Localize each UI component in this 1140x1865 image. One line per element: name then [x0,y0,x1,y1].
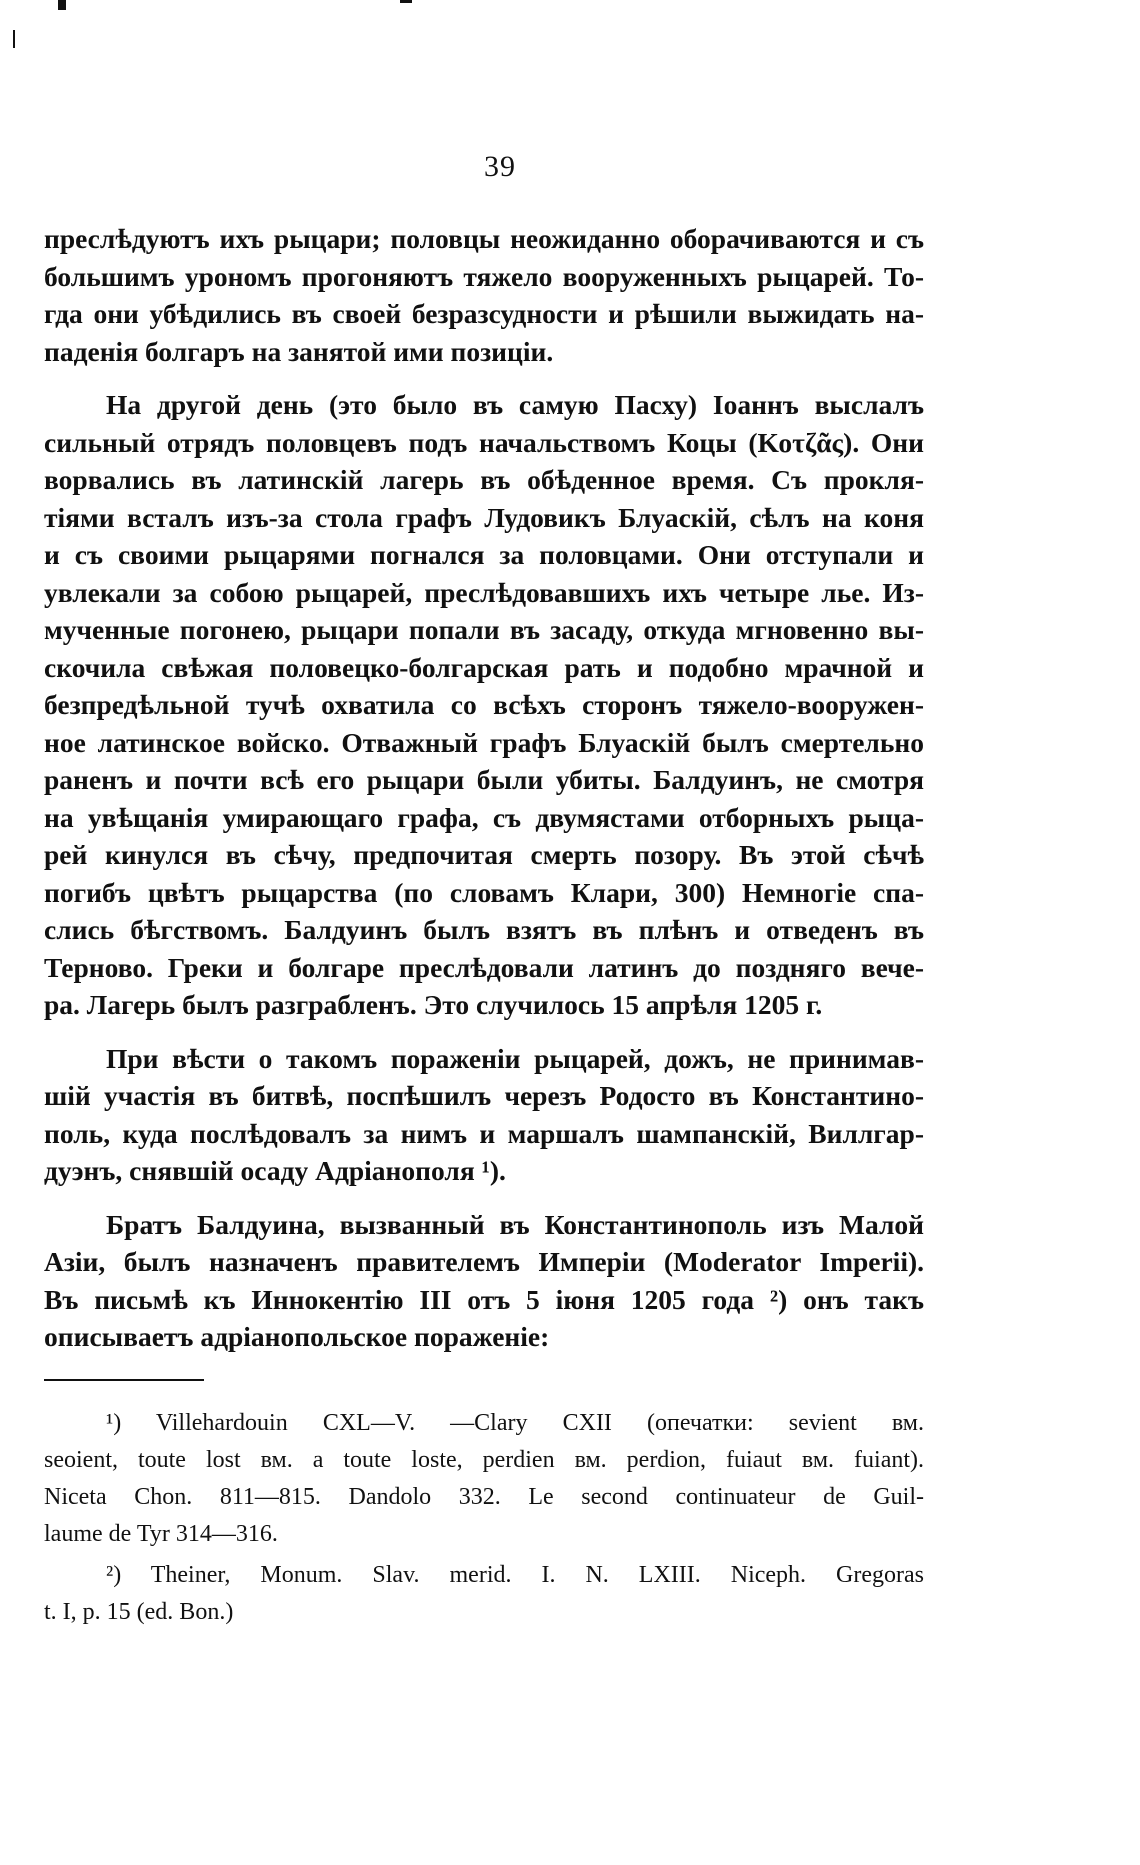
footnotes [44,1405,924,1635]
text-line: скочила свѣжая половецко-болгарская рать и подобно мрачной и [44,651,924,683]
paragraph [44,1206,924,1356]
text-line: гда они убѣдились въ своей безразсудности и рѣшили выжидать на- [44,298,924,329]
paragraph [44,386,924,1024]
text-line: Братъ Балдуина, вызванный въ Константинополь изъ Малой [106,1208,924,1240]
scan-artifact-left-edge [13,30,15,48]
text-line: сильный отрядъ половцевъ подъ начальствомъ Коцы (Κοτζᾶς). Они [44,426,924,458]
footnote-divider [44,1379,204,1381]
text-line: При вѣсти о такомъ пораженіи рыцарей, дожъ, не принимав- [106,1042,924,1074]
footnote-line: t. I, p. 15 (ed. Bon.) [44,1599,234,1625]
text-line: безпредѣльной тучѣ охватила со всѣхъ сторонъ тяжело-вооружен- [44,689,924,720]
text-line: поль, куда послѣдовалъ за нимъ и маршалъ шампанскій, Виллгар- [44,1117,924,1149]
text-line: Въ письмѣ къ Иннокентію III отъ 5 іюня 1205 года ²) онъ такъ [44,1283,924,1315]
text-line: рей кинулся въ сѣчу, предпочитая смерть позору. Въ этой сѣчѣ [44,839,924,870]
footnote-2 [44,1557,924,1631]
text-line: тіями всталъ изъ-за стола графъ Лудовикъ Блуаскій, сѣлъ на коня [44,501,924,533]
text-line: на увѣщанія умирающаго графа, съ двумястами отборныхъ рыца- [44,801,924,833]
text-line: ра. Лагерь былъ разграбленъ. Это случилось 15 апрѣля 1205 г. [44,989,823,1020]
scan-artifact-top [400,0,412,3]
text-line: Азіи, былъ назначенъ правителемъ Имперіи (Moderator Imperii). [44,1246,924,1277]
paragraph [44,220,924,370]
text-line: преслѣдуютъ ихъ рыцари; половцы неожиданно оборачиваются и съ [44,223,924,254]
footnote-line: ²) Theiner, Monum. Slav. merid. I. N. LXIII. Niceph. Gregoras [106,1562,924,1588]
paragraph [44,1040,924,1190]
text-line: шій участія въ битвѣ, поспѣшилъ черезъ Родосто въ Константино- [44,1080,924,1111]
text-line: погибъ цвѣтъ рыцарства (по словамъ Клари, 300) Немногіе спа- [44,876,924,908]
text-line: Терново. Греки и болгаре преслѣдовали латинъ до поздняго вече- [44,951,924,983]
text-line: увлекали за собою рыцарей, преслѣдовавшихъ ихъ четыре лье. Из- [44,576,924,608]
footnote-line: seoient, toute lost вм. a toute loste, perdien вм. perdion, fuiaut вм. fuiant). [44,1447,924,1473]
text-line: и съ своими рыцарями погнался за половцами. Они отступали и [44,539,924,570]
text-line: паденія болгаръ на занятой ими позиціи. [44,335,554,367]
footnote-line: laume de Tyr 314—316. [44,1521,278,1547]
footnote-line: Niceta Chon. 811—815. Dandolo 332. Le second continuateur de Guil- [44,1484,924,1510]
text-line: ворвались въ латинскій лагерь въ обѣденное время. Съ прокля- [44,464,924,495]
footnote-1 [44,1405,924,1553]
main-text [44,220,924,1372]
text-line: мученные погонею, рыцари попали въ засаду, откуда мгновенно вы- [44,614,924,645]
text-line: раненъ и почти всѣ его рыцари были убиты. Балдуинъ, не смотря [44,764,924,795]
page-number: 39 [484,150,516,183]
text-line: ное латинское войско. Отважный графъ Блуаскій былъ смертельно [44,726,924,758]
scan-artifact-top-left [58,0,66,10]
text-line: описываетъ адріанопольское пораженіе: [44,1321,550,1352]
text-line: дуэнъ, снявшій осаду Адріанополя ¹). [44,1155,506,1186]
text-line: большимъ урономъ прогоняютъ тяжело вооруженныхъ рыцарей. То- [44,260,924,292]
text-line: На другой день (это было въ самую Пасху) Іоаннъ выслалъ [106,389,924,420]
text-line: слись бѣгствомъ. Балдуинъ былъ взятъ въ плѣнъ и отведенъ въ [44,914,924,945]
footnote-line: ¹) Villehardouin CXL—V. —Clary CXII (опечатки: sevient вм. [106,1410,924,1436]
